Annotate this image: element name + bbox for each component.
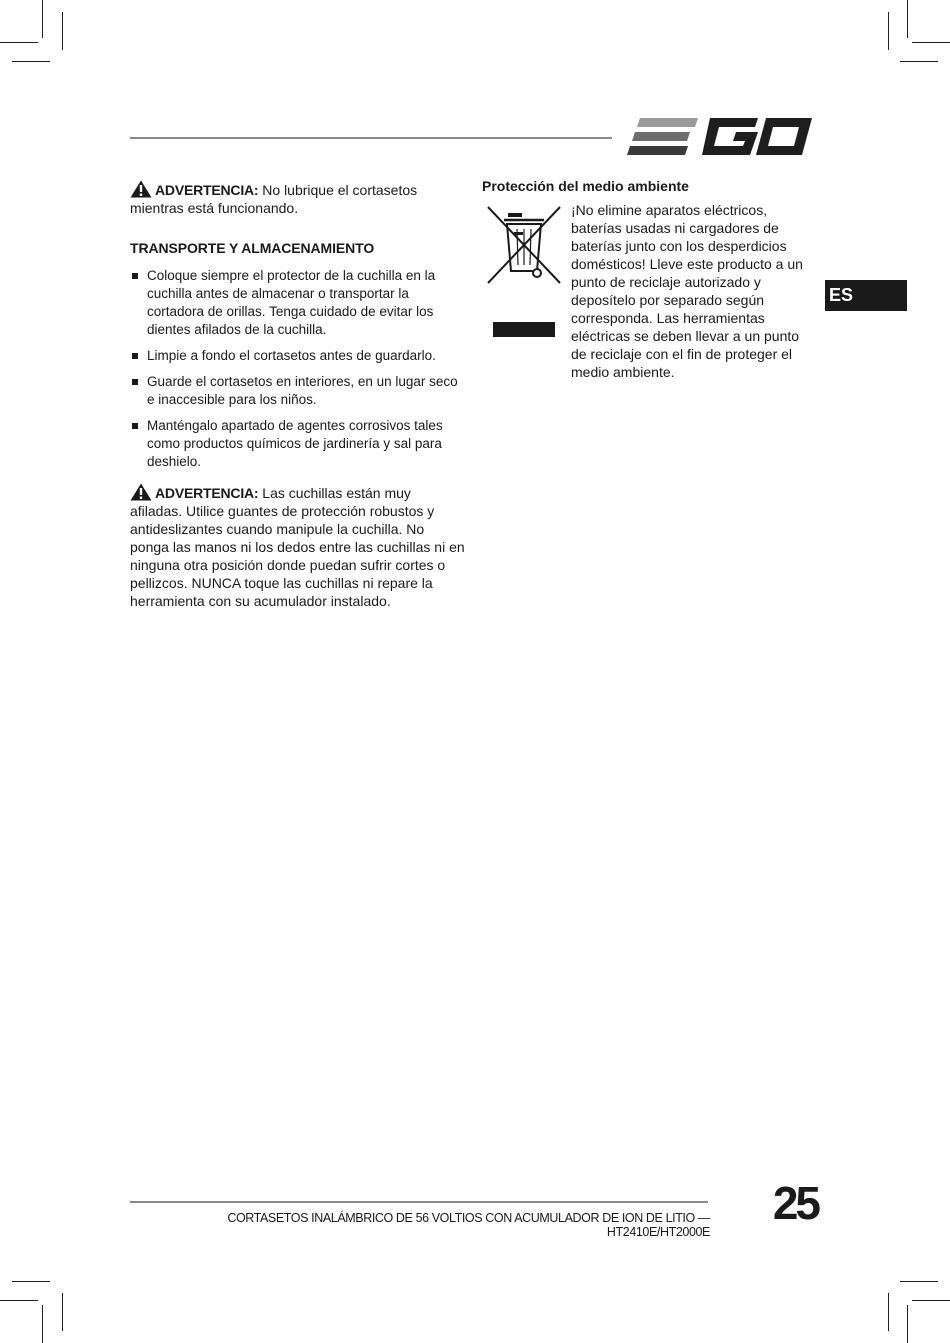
- crop-mark: [907, 0, 908, 38]
- footer-rule: [130, 1201, 708, 1203]
- crop-mark: [900, 1281, 938, 1282]
- weee-bar: [493, 322, 555, 337]
- bullet-square-icon: [132, 379, 138, 385]
- left-column: [130, 180, 465, 610]
- list-item: [130, 267, 465, 339]
- crop-mark: [912, 42, 950, 43]
- crop-mark: [62, 1293, 63, 1331]
- warning-text: No lubrique el cortasetos mientras está funcionando.: [130, 182, 418, 216]
- section-title-transport: TRANSPORTE Y ALMACENAMIENTO: [130, 240, 375, 256]
- warning-blades: [130, 483, 465, 610]
- crop-mark: [12, 61, 50, 62]
- warning-lubricate: [130, 180, 465, 217]
- right-column: [482, 177, 817, 381]
- list-item-text: Manténgalo apartado de agentes corrosivos tales como productos químicos de jardinería y sal para deshielo.: [147, 418, 443, 469]
- crop-mark: [912, 1300, 950, 1301]
- crop-mark: [907, 1305, 908, 1343]
- footer-product-title: CORTASETOS INALÁMBRICO DE 56 VOLTIOS CON ACUMULADOR DE ION DE LITIO —HT2410E/HT2000E: [227, 1211, 710, 1239]
- list-item: [130, 417, 465, 471]
- crop-mark: [0, 1300, 38, 1301]
- warning-triangle-icon: [130, 483, 152, 501]
- warning-triangle-icon: [130, 180, 152, 198]
- environment-text: ¡No elimine aparatos eléctricos, baterías usadas ni cargadores de baterías junto con los desperdicios domésticos! Lleve este producto a un punto de reciclaje autorizado y deposítelo por separado según corresponda. Las herramientas eléctricas se deben llevar a un punto de reciclaje con el fin de proteger el medio ambiente.: [571, 202, 803, 380]
- crop-mark: [12, 1281, 50, 1282]
- warning-label: ADVERTENCIA:: [155, 485, 259, 501]
- crop-mark: [900, 61, 938, 62]
- transport-bullet-list: [130, 267, 465, 471]
- crop-mark: [42, 0, 43, 38]
- warning-text: Las cuchillas están muy afiladas. Utilice guantes de protección robustos y antideslizantes cuando manipule la cuchilla. No ponga las manos ni los dedos entre las cuchillas ni en ninguna otra posición donde puedan sufrir cortes o pellizcos. NUNCA toque las cuchillas ni repare la herramienta con su acumulador instalado.: [130, 485, 465, 609]
- crop-mark: [62, 12, 63, 50]
- list-item-text: Coloque siempre el protector de la cuchilla en la cuchilla antes de almacenar o transportar la cortadora de orillas. Tenga cuidado de evitar los dientes afilados de la cuchilla.: [147, 268, 436, 337]
- bullet-square-icon: [132, 273, 138, 279]
- bullet-square-icon: [132, 353, 138, 359]
- list-item: [130, 373, 465, 409]
- crop-mark: [42, 1305, 43, 1343]
- language-tab: ES: [825, 280, 907, 311]
- crop-mark: [0, 42, 38, 43]
- header-rule: [130, 137, 612, 139]
- ego-logo: [626, 114, 814, 160]
- crop-mark: [888, 1293, 889, 1331]
- page-number: 25: [772, 1177, 818, 1229]
- crop-mark: [888, 12, 889, 50]
- section-title-environment: Protección del medio ambiente: [482, 178, 689, 194]
- bullet-square-icon: [132, 423, 138, 429]
- list-item-text: Guarde el cortasetos en interiores, en un lugar seco e inaccesible para los niños.: [147, 374, 458, 407]
- environment-block: [482, 201, 817, 381]
- crossed-out-bin-icon: [484, 203, 564, 289]
- list-item: [130, 347, 465, 365]
- warning-label: ADVERTENCIA:: [155, 182, 259, 198]
- list-item-text: Limpie a fondo el cortasetos antes de guardarlo.: [147, 348, 436, 363]
